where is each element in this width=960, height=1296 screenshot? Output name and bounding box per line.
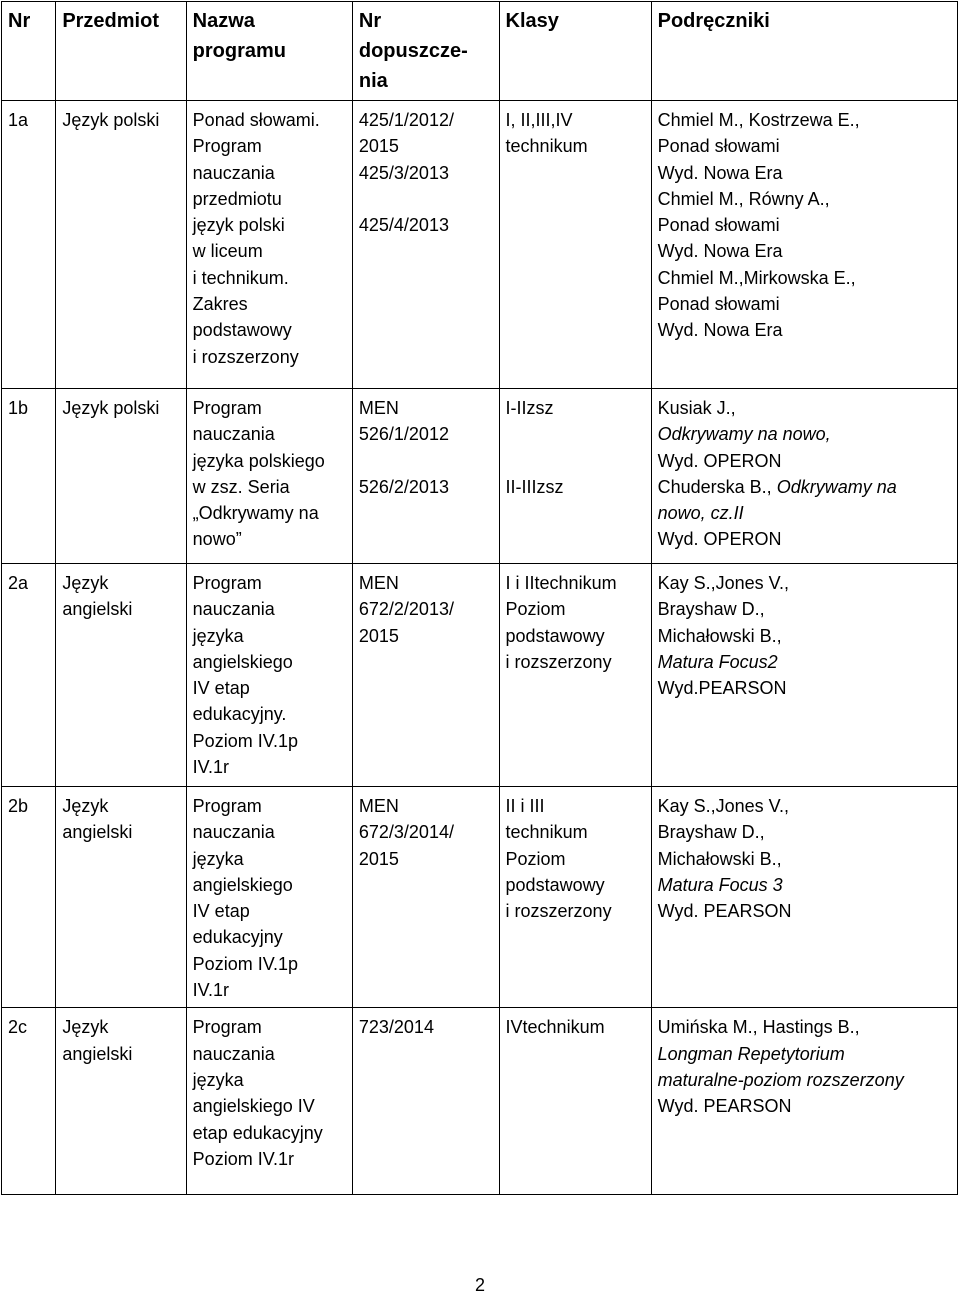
podrecznik-text: Ponad słowami — [657, 215, 780, 236]
cell-nr: 2c — [2, 1008, 56, 1195]
podrecznik-text: Chmiel M., Równy A., — [657, 188, 830, 209]
klasy-line: i rozszerzony — [505, 901, 612, 922]
podrecznik-text: Wyd. Nowa Era — [657, 162, 783, 183]
podrecznik-text: Odkrywamy na nowo, — [657, 424, 831, 445]
podrecznik-text: Umińska M., Hastings B., — [657, 1017, 860, 1038]
header-nazwa-line: Nazwa — [192, 10, 255, 32]
cell-klasy — [499, 787, 651, 1008]
dopuszczenie-line: 425/4/2013 — [358, 215, 449, 236]
program-line: IV.1r — [192, 757, 230, 778]
dopuszczenie-line: 2015 — [358, 625, 399, 646]
podrecznik-text: Brayshaw D., — [657, 822, 765, 843]
program-line: Program — [192, 398, 262, 418]
program-line: nowo” — [192, 529, 242, 550]
program-line: edukacyjny — [192, 927, 283, 948]
podrecznik-line — [658, 107, 951, 133]
podrecznik-line — [658, 265, 951, 291]
podrecznik-line — [658, 1041, 951, 1067]
program-line: język polski — [192, 215, 285, 236]
table-header-row — [2, 2, 958, 101]
klasy-line: Poziom — [505, 848, 566, 869]
program-line: Program — [192, 573, 262, 593]
program-line: Poziom IV.1p — [192, 730, 299, 751]
dopuszczenie-line: MEN — [358, 796, 399, 816]
klasy-line: technikum — [505, 822, 588, 843]
klasy-line: I i IItechnikum — [505, 573, 617, 593]
klasy-line: IVtechnikum — [505, 1017, 605, 1038]
klasy-line: technikum — [505, 136, 588, 157]
cell-przedmiot — [56, 564, 186, 787]
podrecznik-text: Wyd. OPERON — [657, 529, 782, 550]
program-line: edukacyjny. — [192, 704, 287, 725]
program-line: nauczania — [192, 162, 275, 183]
dopuszczenie-line: 672/3/2014/ — [358, 822, 454, 843]
podrecznik-text: Brayshaw D., — [657, 599, 765, 620]
program-line: języka — [192, 1069, 244, 1090]
podrecznik-line — [658, 448, 951, 474]
table-row — [2, 787, 958, 1008]
podrecznik-line — [658, 898, 951, 924]
cell-nr-dopuszczenia — [352, 564, 499, 787]
table-row — [2, 101, 958, 389]
program-line: angielskiego IV — [192, 1096, 315, 1117]
cell-podreczniki — [651, 1008, 957, 1195]
podrecznik-line — [658, 526, 951, 552]
podrecznik-text: Ponad słowami — [657, 294, 780, 315]
podrecznik-text: Wyd.PEARSON — [657, 678, 787, 699]
podrecznik-text: Michałowski B., — [657, 625, 782, 646]
przedmiot-line: Język — [62, 573, 109, 593]
header-klasy: Klasy — [499, 2, 651, 101]
podrecznik-line — [658, 212, 951, 238]
dopuszczenie-line: 526/1/2012 — [358, 424, 449, 445]
cell-nr-dopuszczenia — [352, 389, 499, 564]
program-line: Ponad słowami. — [192, 110, 320, 130]
program-line: nauczania — [192, 424, 275, 445]
cell-podreczniki — [651, 101, 957, 389]
podrecznik-line — [658, 649, 951, 675]
podrecznik-text: Wyd. PEARSON — [657, 1096, 792, 1117]
podrecznik-line — [658, 474, 951, 500]
header-nazwa-programu — [186, 2, 352, 101]
podrecznik-line — [658, 395, 951, 421]
podrecznik-line — [658, 1093, 951, 1119]
klasy-line: II-IIIzsz — [505, 476, 564, 497]
program-line: nauczania — [192, 599, 275, 620]
podrecznik-text: Ponad słowami — [657, 136, 780, 157]
podrecznik-text: Wyd. OPERON — [657, 450, 782, 471]
curriculum-table — [1, 1, 958, 1195]
dopuszczenie-line: 672/2/2013/ — [358, 599, 454, 620]
program-line: Poziom IV.1p — [192, 953, 299, 974]
podrecznik-text: Wyd. Nowa Era — [657, 320, 783, 341]
cell-nazwa-programu — [186, 1008, 352, 1195]
klasy-line: II i III — [505, 796, 545, 816]
dopuszczenie-line: 425/1/2012/ — [358, 110, 454, 130]
klasy-line: I-IIzsz — [505, 398, 554, 418]
cell-nr-dopuszczenia — [352, 101, 499, 389]
cell-nr-dopuszczenia — [352, 1008, 499, 1195]
dopuszczenie-line: MEN — [358, 573, 399, 593]
cell-klasy — [499, 564, 651, 787]
podrecznik-text: Wyd. PEARSON — [657, 901, 792, 922]
przedmiot-line: angielski — [62, 822, 133, 843]
przedmiot-line: angielski — [62, 1043, 133, 1064]
podrecznik-line — [658, 872, 951, 898]
cell-podreczniki — [651, 787, 957, 1008]
program-line: języka — [192, 848, 244, 869]
program-line: angielskiego — [192, 874, 293, 895]
table-row — [2, 1008, 958, 1195]
program-line: i rozszerzony — [192, 346, 299, 367]
program-line: angielskiego — [192, 651, 293, 672]
program-line: i technikum. — [192, 267, 289, 288]
podrecznik-line — [658, 186, 951, 212]
cell-klasy — [499, 1008, 651, 1195]
program-line: Poziom IV.1r — [192, 1148, 295, 1169]
klasy-line: Poziom — [505, 599, 566, 620]
header-nr-dopuszczenia — [352, 2, 499, 101]
klasy-line: podstawowy — [505, 625, 605, 646]
przedmiot-line: angielski — [62, 599, 133, 620]
spacer — [359, 186, 493, 212]
podrecznik-text: Wyd. Nowa Era — [657, 241, 783, 262]
podrecznik-line — [658, 160, 951, 186]
header-dopuszczenie-line: dopuszcze- — [358, 40, 468, 62]
program-line: IV.1r — [192, 980, 230, 1001]
spacer — [506, 448, 645, 474]
page-number: 2 — [474, 1275, 485, 1295]
cell-przedmiot — [56, 101, 186, 389]
table-body — [2, 101, 958, 1195]
cell-nazwa-programu — [186, 564, 352, 787]
podrecznik-line — [658, 421, 951, 447]
cell-podreczniki — [651, 564, 957, 787]
podrecznik-text: Chuderska B., — [657, 476, 772, 497]
program-line: nauczania — [192, 1043, 275, 1064]
program-line: nauczania — [192, 822, 275, 843]
podrecznik-line — [658, 596, 951, 622]
podrecznik-line — [658, 570, 951, 596]
header-nazwa-line: programu — [192, 40, 287, 62]
header-przedmiot: Przedmiot — [56, 2, 186, 101]
table-row — [2, 564, 958, 787]
cell-nr: 1b — [2, 389, 56, 564]
dopuszczenie-line: 723/2014 — [358, 1017, 434, 1038]
program-line: Program — [192, 796, 262, 816]
podrecznik-text: Matura Focus 3 — [657, 874, 783, 895]
cell-przedmiot — [56, 787, 186, 1008]
podrecznik-line — [658, 846, 951, 872]
cell-przedmiot — [56, 389, 186, 564]
podrecznik-text: Chmiel M., Kostrzewa E., — [657, 110, 860, 130]
cell-nr-dopuszczenia — [352, 787, 499, 1008]
header-nr: Nr — [2, 2, 56, 101]
podrecznik-title: Odkrywamy na — [776, 476, 897, 497]
klasy-line: podstawowy — [505, 874, 605, 895]
spacer — [359, 448, 493, 474]
cell-klasy — [499, 389, 651, 564]
program-line: Zakres — [192, 294, 248, 315]
klasy-line: I, II,III,IV — [505, 110, 573, 130]
podrecznik-text: Kay S.,Jones V., — [657, 573, 790, 593]
podrecznik-text: Longman Repetytorium — [657, 1043, 845, 1064]
program-line: Program — [192, 1017, 262, 1038]
cell-nr: 2b — [2, 787, 56, 1008]
przedmiot-line: Język polski — [62, 110, 160, 130]
podrecznik-line — [658, 291, 951, 317]
podrecznik-line — [658, 623, 951, 649]
podrecznik-text: nowo, cz.II — [657, 503, 744, 524]
cell-nazwa-programu — [186, 787, 352, 1008]
dopuszczenie-line: 526/2/2013 — [358, 476, 449, 497]
program-line: „Odkrywamy na — [192, 503, 319, 524]
header-podreczniki: Podręczniki — [651, 2, 957, 101]
cell-przedmiot — [56, 1008, 186, 1195]
podrecznik-line — [658, 819, 951, 845]
podrecznik-text: Chmiel M.,Mirkowska E., — [657, 267, 856, 288]
spacer — [506, 421, 645, 447]
dopuszczenie-line: MEN — [358, 398, 399, 418]
dopuszczenie-line: 425/3/2013 — [358, 162, 449, 183]
dopuszczenie-line: 2015 — [358, 136, 399, 157]
podrecznik-text: maturalne-poziom rozszerzony — [657, 1069, 904, 1090]
podrecznik-line — [658, 793, 951, 819]
przedmiot-line: Język — [62, 1017, 109, 1038]
podrecznik-line — [658, 1067, 951, 1093]
program-line: języka — [192, 625, 244, 646]
cell-klasy — [499, 101, 651, 389]
program-line: przedmiotu — [192, 188, 282, 209]
program-line: etap edukacyjny — [192, 1122, 323, 1143]
podrecznik-line — [658, 675, 951, 701]
cell-podreczniki — [651, 389, 957, 564]
table-row — [2, 389, 958, 564]
program-line: Program — [192, 136, 262, 157]
podrecznik-line — [658, 500, 951, 526]
header-dopuszczenie-line: nia — [358, 70, 388, 92]
przedmiot-line: Język polski — [62, 398, 160, 418]
program-line: podstawowy — [192, 320, 292, 341]
program-line: IV etap — [192, 678, 250, 699]
podrecznik-text: Matura Focus2 — [657, 651, 778, 672]
cell-nr: 1a — [2, 101, 56, 389]
podrecznik-text: Kay S.,Jones V., — [657, 796, 790, 816]
header-dopuszczenie-line: Nr — [358, 10, 382, 32]
program-line: IV etap — [192, 901, 250, 922]
podrecznik-line — [658, 317, 951, 343]
podrecznik-text: Kusiak J., — [657, 398, 736, 418]
podrecznik-line — [658, 1014, 951, 1040]
program-line: w zsz. Seria — [192, 476, 290, 497]
podrecznik-line — [658, 133, 951, 159]
cell-nazwa-programu — [186, 101, 352, 389]
przedmiot-line: Język — [62, 796, 109, 816]
cell-nazwa-programu — [186, 389, 352, 564]
program-line: w liceum — [192, 241, 263, 262]
podrecznik-line — [658, 238, 951, 264]
dopuszczenie-line: 2015 — [358, 848, 399, 869]
program-line: języka polskiego — [192, 450, 325, 471]
podrecznik-text: Michałowski B., — [657, 848, 782, 869]
klasy-line: i rozszerzony — [505, 651, 612, 672]
cell-nr: 2a — [2, 564, 56, 787]
